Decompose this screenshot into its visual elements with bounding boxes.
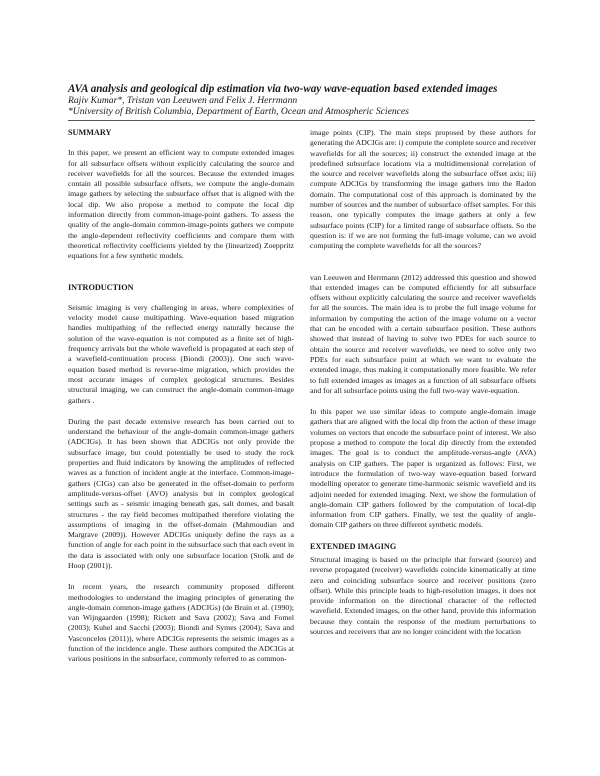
paper-title: AVA analysis and geological dip estimation via two-way wave-equation based extended images xyxy=(68,83,498,95)
intro-paragraph-6: In this paper we use similar ideas to compute angle-domain image gathers that are aligned with the local dip from the action of these image volumes on vectors that encode the subsurface point of interest. We also propose a method to compute the local dip directly from the extended images. The goal is to conduct the amplitude-versus-angle (AVA) analysis on CIP gathers. The paper is organized as follows: First, we introduce the formulation of two-way wave-equation based forward modelling operator to generate time-harmonic seismic wavefield and its adjoint needed for extended imaging. Next, we show the formulation of angle-domain CIP gathers followed by the computation of local-dip information from CIP gathers. Finally, we test the quality of angle-domain CIP gathers on three different synthetic models. xyxy=(310,407,536,530)
summary-heading: SUMMARY xyxy=(68,128,112,137)
extended-imaging-heading: EXTENDED IMAGING xyxy=(310,541,397,551)
extended-imaging-paragraph: Structural imaging is based on the principle that forward (source) and reverse propagated (receiver) wavefields coincide kinematically at time zero and coinciding subsurface source and receiver positions (zero offset). While this principle leads to high-resolution images, it does not provide information on the directional character of the reflected wavefield. Extended images, on the other hand, provide this information because they contain the response of the medium perturbations to sources and receivers that are no longer coincident with the location xyxy=(310,554,536,637)
intro-paragraph-4: image points (CIP). The main steps proposed by these authors for generating the ADCIGs are: i) compute the complete source and receiver wavefields for all the sources; ii) construct the extended image at the predefined subsurface locations via a multidimensional correlation of the source and receiver wavefields along the subsurface offset axis; iii) compute ADCIGs by transforming the image gathers into the Radon domain. The computational cost of this approach is dominated by the number of sources and the number of subsurface offset samples. For this reason, one typically computes the image gathers at only a few subsurface points (CIP) for a limited range of subsurface offsets. So the question is: if we are not forming the full-image volume, can we avoid computing the complete wavefields for all the sources? xyxy=(310,128,536,251)
right-column xyxy=(310,128,536,637)
paper-authors: Rajiv Kumar*, Tristan van Leeuwen and Felix J. Herrmann xyxy=(68,95,298,106)
intro-paragraph-1: Seismic imaging is very challenging in areas, where complexities of velocity model cause multipathing. Wave-equation based migration handles multipathing of the reflected energy naturally because the solution of the wave-equation is not computed as a finite set of high-frequency arrivals but the whole wavefield is propagated at each step of a wavefield-continuation process (Biondi (2003)). One such wave-equation based method is reverse-time migration, which provides the most accurate images of complex geological structures. Besides structural imaging, we can construct the angle-domain common-image gathers . xyxy=(68,302,294,405)
introduction-heading: INTRODUCTION xyxy=(68,282,134,292)
header-rule xyxy=(68,120,535,121)
summary-paragraph: In this paper, we present an efficient way to compute extended images for all subsurface offsets without explicitly calculating the source and receiver wavefields for all the sources. Because the extended images contain all possible subsurface offsets, we compute the angle-domain image gathers by selecting the subsurface offset that is aligned with the local dip. We also propose a method to compute the local dip information directly from common-image-point gathers. To assess the quality of the angle-domain common-image-points gathers we compute the angle-dependent reflectivity coefficients and compare them with theoretical reflectivity coefficients yielded by the (linearized) Zoeppritz equations for a few synthetic models. xyxy=(68,148,294,261)
paper-affiliation: *University of British Columbia, Department of Earth, Ocean and Atmospheric Sciences xyxy=(68,106,409,117)
intro-paragraph-5: van Leeuwen and Herrmann (2012) addressed this question and showed that extended images can be computed efficiently for all subsurface offsets without explicitly calculating the source and receiver wavefields for all the sources. The main idea is to probe the full image volume for information by computing the action of the image volume on a vector that can be encoded with a certain subsurface position. These authors showed that instead of having to solve two PDEs for each source to obtain the source and receiver wavefields, we need to solve only two PDEs for each subsurface point at which we want to evaluate the extended image, thus making it computationally more feasible. We refer to full extended images as images as a function of all subsurface offsets and for all subsurface points using the full two-way wave-equation. xyxy=(310,272,536,395)
intro-paragraph-2: During the past decade extensive research has been carried out to understand the behaviour of the angle-domain common-image gathers (ADCIGs). It has been shown that ADCIGs not only provide the subsurface image, but could potentially be used to study the rock properties and fluid indicators by knowing the amplitudes of reflected waves as a function of incident angle at the interface. Common-image-gathers (CIGs) can also be generated in the offset-domain to perform amplitude-versus-offset (AVO) analysis but in complex geological settings such as - seismic imaging beneath gas, salt domes, and basalt structures - the ray field becomes multipathed therefore violating the assumptions of imaging in the offset-domain (Mahmoudian and Margrave (2009)). However ADCIGs uniquely define the rays as a function of angle for each point in the subsurface such that each event in the data is associated with only one subsurface location (Stolk and de Hoop (2001)). xyxy=(68,416,294,570)
left-column xyxy=(68,128,294,665)
intro-paragraph-3: In recent years, the research community proposed different methodologies to understand the imaging principles of generating the angle-domain common-image gathers (ADCIGs) (de Bruin et al. (1990); van Wijngaarden (1998); Rickett and Sava (2002); Sava and Fomel (2003); Kuhel and Sacchi (2003); Biondi and Symes (2004); Sava and Vasconcelos (2011)), where ADCIGs represents the seismic images as a function of the incidence angle. These authors computed the ADCIGs at various positions in the subsurface, commonly referred to as common- xyxy=(68,582,294,664)
